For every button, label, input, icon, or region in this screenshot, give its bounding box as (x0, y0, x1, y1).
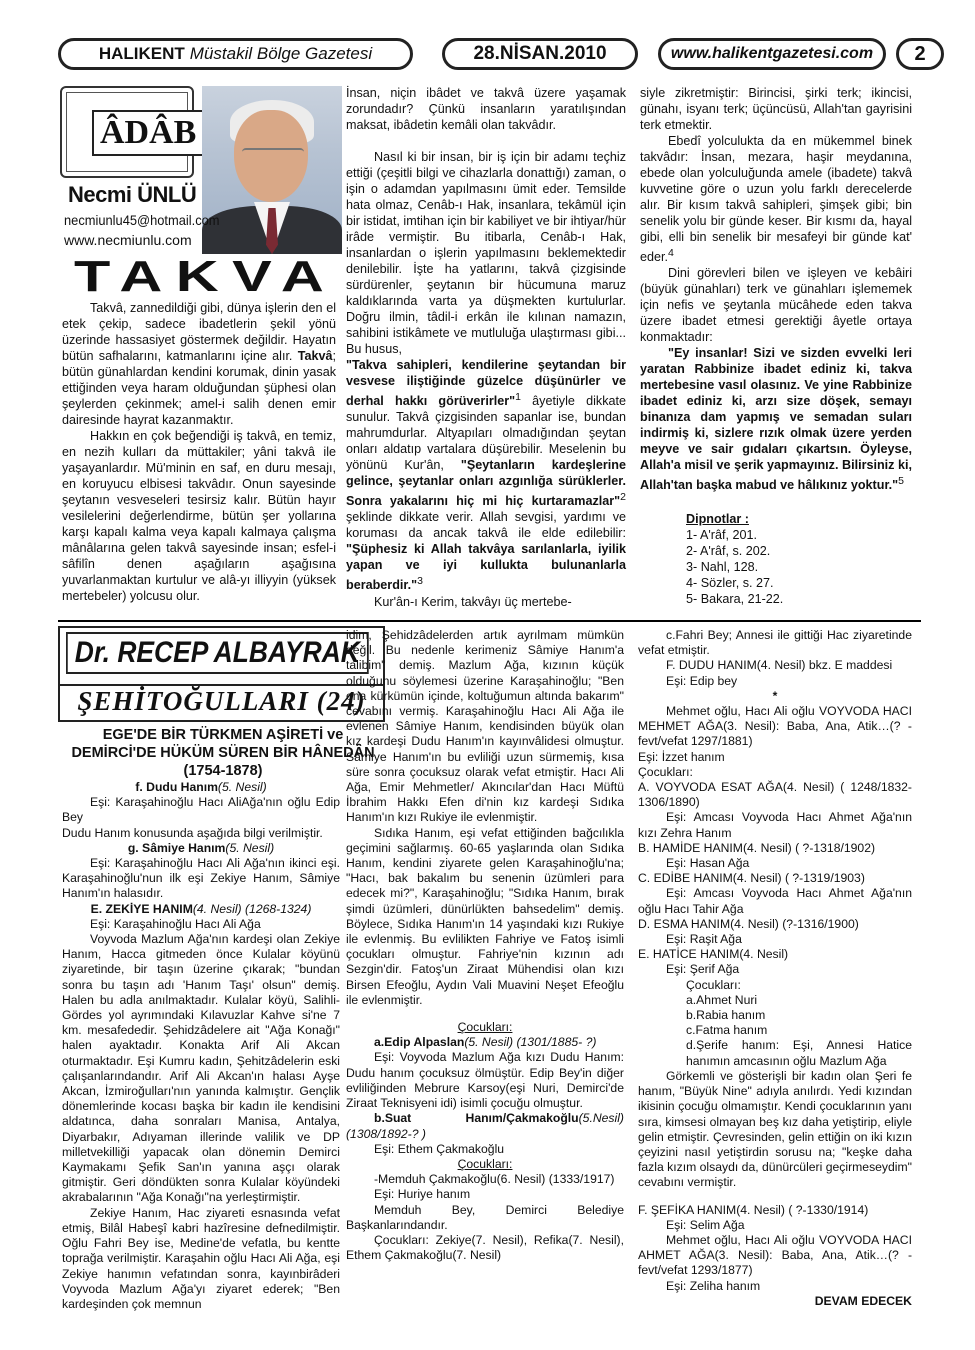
article1-column-2 (346, 85, 626, 610)
footnote-item: 3- Nahl, 128. (686, 560, 759, 575)
article2-text: Çocukları: (686, 977, 741, 992)
article2-paragraph (638, 674, 912, 689)
article2-text: Dudu Hanım konusunda aşağıda bilgi verilmiştir. (62, 825, 323, 840)
article2-text: b.Rabia hanım (686, 1008, 766, 1023)
article2-text: Eşi: Zeliha hanım (666, 1278, 761, 1293)
article2-paragraph (346, 1142, 624, 1157)
article2-text: Zekiye Hanım, Hac ziyareti esnasında vefat etmiş, Bilâl Habeşî kabri hazîresine defnedilmiştir. Oğlu Fahri Bey ise, Medine'de vefatla, bu kentte toprağa verilmiştir. Karaşahin oğlu Hacı Ali Ağa, eşi Zekiye hanımın vefatından sonra, kayınbirâderi Voyvoda Mazlum Ağa'yı ziyaret ederek; "Ben kardeşinden çok memnun (62, 1205, 340, 1311)
article2-paragraph (638, 978, 912, 993)
article2-series-title: ŞEHİTOĞULLARI (24) (58, 684, 385, 718)
article2-text: Eşi: Ethem Çakmakoğlu (374, 1141, 505, 1156)
article2-paragraph (346, 1203, 624, 1233)
footnote-ref: 2 (620, 491, 626, 504)
article2-text: Eşi: Karaşahinoğlu Hacı AliAğa'nın oğlu Edip Bey (62, 795, 340, 825)
article2-paragraph (346, 1157, 624, 1172)
article2-text: Çocukları: (457, 1020, 513, 1035)
paragraph: siyle zikretmiştir: Birincisi, şirki terk; ikincisi, günahı, isyanı terk; üçüncüsü, Allah'tan gayrisini terk etmektir. (640, 86, 912, 132)
article2-text: Eşi: Edip bey (666, 673, 738, 688)
article2-text: Mehmet oğlu, Hacı Ali oğlu VOYVODA HACI MEHMET AĞA(3. Nesil): Baba, Ana, Atik…(? - fevt/vefat 1297/1881) (638, 704, 912, 749)
article2-text: Eşi: Amcası Voyvoda Hacı Ahmet Ağa'nın kızı Zehra Hanım (638, 810, 912, 840)
issue-date: 28.NİSAN.2010 (442, 38, 638, 70)
article2-paragraph (638, 871, 912, 886)
footnote-ref: 1 (515, 391, 521, 403)
article2-paragraph (62, 841, 340, 856)
article2-text: Çocukları: (638, 764, 693, 779)
article2-text: A. VOYVODA ESAT AĞA(4. Nesil) ( 1248/1832-1306/1890) (638, 780, 912, 810)
article2-paragraph (638, 962, 912, 977)
verse-quote: "Şüphesiz ki Allah takvâya sarılanlarla, iyilik yapan ve iyi kullukta bulunanlarla beraberdir." (346, 542, 626, 593)
article2-text: idim, Şehidzâdelerden artık ayrılmam mümkün değil. Bu nedenle kerimeniz Sâmiye Hanım'a talibim" demiş. Mazlum Ağa, kızının küçük olduğunu söylemesi üzerine Karaşahinoğlu; "Ben ona kürkümün içinde, koltuğumun altında bakarım" cevabını vermiş. Karaşahinoğlu Hacı Ali Ağa ile evlenen Sâmiye Hanım, kendisinden büyük olan kız kardeşi Dudu Hanım'ın kayınvâlidesi olmuştur. Sâmiye Hanım'ın bu evliliği uzun sürmemiş, kısa süre sonra çocuksuz olarak vefat etmiştir. Hacı Ali Ağa, Emir Mehmetler/ Akıncılar'dan Hacı Müftü İbrahim Hakkı Efen di'nin kız kardeşi Sıdıka Hanım'ın kızı Rukiye ile evlenmiştir. (346, 628, 624, 825)
article2-text: Mehmet oğlu, Hacı Ali oğlu VOYVODA HACI AHMET AĞA(3. Nesil): Baba, Ana, Atik…(? - fevt/vefat 1293/1877) (638, 1232, 912, 1278)
article2-paragraph (638, 886, 912, 916)
article2-text: Memduh Bey, Demirci Belediye Başkanlarındandır. (346, 1202, 624, 1232)
article2-paragraph (638, 1069, 912, 1191)
article2-text: -Memduh Çakmakoğlu(6. Nesil) (1333/1917) (374, 1172, 615, 1187)
paragraph: ; bütün günahlardan kendini korumak, dinin yasak ettiğinden veya haram olduğundan şüphesi olan şeylerden çekinmek; amel-i salih denen emir dairesinde hayrat kazanmaktır. (62, 349, 336, 427)
paragraph: Kur'ân-ı Kerim, takvâyı üç mertebe- (374, 594, 572, 609)
footnote-item: 5- Bakara, 21-22. (686, 592, 784, 607)
article2-paragraph (346, 1035, 624, 1050)
article2-text: F. ŞEFİKA HANIM(4. Nesil) ( ?-1330/1914) (638, 1202, 869, 1217)
article2-paragraph (62, 932, 340, 1206)
author-email: necmiunlu45@hotmail.com (64, 212, 220, 228)
article1-column-1 (62, 300, 336, 604)
author-photo (202, 86, 342, 254)
paragraph: Takvâ, zannedildiği gibi, dünya işlerin den el etek çekip, sadece ibadetlerin şekil yönü üzerinde hassasiyet göstermek değildir. Hayatın bütün safhalarını, katmanlarını içine alır. (62, 301, 336, 363)
footnote-item: 1- A'râf, 201. (686, 528, 758, 543)
article2-paragraph (346, 1172, 624, 1187)
article2-text: Eşi: Amcası Voyvoda Hacı Ahmet Ağa'nın oğlu Hacı Tahir Ağa (638, 886, 912, 916)
article2-paragraph (638, 1038, 912, 1068)
author-name: Necmi ÜNLÜ (68, 182, 197, 207)
article2-text: d.Şerife hanım: Eşi, Annesi Hatice hanımın amcasının oğlu Mazlum Ağa (686, 1038, 912, 1068)
article2-paragraph (62, 1206, 340, 1312)
article2-paragraph (638, 1279, 912, 1294)
article2-italic: (5. Nesil) (217, 780, 267, 794)
article2-text: Eşi: Karaşahinoğlu Hacı Ali Ağa (90, 916, 261, 931)
article2-text: f. Dudu Hanım (135, 780, 218, 794)
paper-title (58, 38, 413, 70)
column-logo: ÂDÂB (92, 110, 204, 156)
article2-paragraph (638, 932, 912, 947)
article2-text: E. ZEKİYE HANIM (90, 901, 193, 916)
paragraph: Ebedî yolculukta da en mükemmel binek takvâdır: İnsan, mezara, haşir meydanına, ebede olan yolculuğunda amele (ibadete) takvâ kuvvetine göre o uzun yolu farklı derecelerde alır. Bir kısım takvâ sahipleri, şimşek gibi; bin senelik yolu bir günde keser. Bir kısmı da, hayal gibi, elli bin senelik bir mesafeyi bir günde kat' eder. (640, 134, 912, 265)
article2-paragraph (638, 947, 912, 962)
article2-paragraph (62, 780, 340, 795)
article2-text: Sıdıka Hanım, eşi vefat ettiğinden bağcılıkla geçimini sağlarmış. 60-65 yaşlarında olan Sıdıka Hanım, kendini ziyarete gelen Karaşahinoğlu'na; "Hacı, bak bakalım bu senenin üzümleri para edecek mi?", Karaşahinoğlu; "Sıdıka Hanım, bırak şimdi üzümleri, dünürlükten bahsedelim" demiş. Böylece, Sıdıka Hanım'ın 14 yaşındaki kızı Rukiye ile evlenmiş. Bu evlilikten Fahriye ve Fatoş isimli çocukları olmuştur. Fahriye'nin kızının adı Sezgin'dir. Fatoş'un Ziraat Mühendisi olan kızı Birsen Efeoğlu, Aydın Vali Muavini Neşet Efeoğlu ile evlenmiştir. (346, 825, 624, 1007)
article2-text: g. Sâmiye Hanım (127, 840, 226, 855)
article2-text: Eşi: Huriye hanım (374, 1187, 471, 1202)
footnote-item: 2- A'râf, s. 202. (686, 544, 771, 559)
article2-paragraph (346, 1020, 624, 1035)
article2-text: Çocukları: (457, 1156, 513, 1171)
article2-paragraph (638, 689, 912, 704)
article2-text: D. ESMA HANIM(4. Nesil) (?-1316/1900) (638, 916, 859, 931)
article2-paragraph (62, 917, 340, 932)
article2-text: Eşi: Voyvoda Mazlum Ağa kızı Dudu Hanım: Dudu hanım çocuksuz ölmüştür. Edip Bey'in diğer evliliğinden Mebrure Karsoy(eşi Nuri, Demirci'de Ziraat Teknisyeni idi) isimli çocuğu olmuştur. (346, 1050, 624, 1111)
article2-paragraph (638, 810, 912, 840)
section-divider (58, 620, 921, 622)
article2-paragraph (62, 795, 340, 825)
footnote-item: 4- Sözler, s. 27. (686, 576, 774, 591)
article2-author: Dr. RECEP ALBAYRAK (66, 632, 369, 674)
article2-column-3 (638, 628, 912, 1309)
article2-paragraph (638, 780, 912, 810)
article2-text: Eşi: Karaşahinoğlu Hacı Ali Ağa'nın ikinci eşi. Karaşahinoğlu'nun ilk eşi Zekiye Hanım, Sâmiye Hanım'ın halasıdır. (62, 856, 340, 901)
article2-paragraph (62, 856, 340, 902)
article2-text: Görkemli ve gösterişli bir kadın olan Şeri fe hanım, "Büyük Nine" adıyla anılırdı. Yedi kızından ikisinin çocuğu olmamıştır. Kendi çocuklarının yanı sıra, kimsesi olmayan beş kız daha yetiştirip, eliyle gelin etmiştir. Çevresinden, gelin ettiğin on iki kızın çeyizini nasıl yetiştirdin sorusu na; "keşke daha fazla kızım olsaydı da, dünürcüleri geçirmeseydim" cevabını vermiştir. (638, 1068, 912, 1190)
article2-text: B. HAMİDE HANIM(4. Nesil) ( ?-1318/1902) (638, 840, 876, 855)
paragraph: Nasıl ki bir insan, bir iş için bir adamı teçhiz ettiği (çeşitli bilgi ve cihazlarla donattığı) zaman, o işin o adamdan yapılmasını ümit eder. Temsilde hata olmaz, Cenâb-ı Hak, insanlara, tekâmül için bir istidat, imtihan için bir kabiliyet ve bir ihtiyar/hür irâde vermiştir. Bu itibarla, Cenâb-ı Hak, insanlardan o işlerin yapılmasını beklemektedir denilebilir. İşte ha yatlarını, takvâ çizgisinde sürdürenler, şeytanın bir hücumuna maruz kaldıklarında varta ya düşmekten kurtulurlar. Doğru ilmin, tâdil-i erkân ile kılınan namazın, sahibini istikâmete ve mutluluğa ulaştırması gibi... Bu husus, (346, 150, 626, 356)
article2-text: Voyvoda Mazlum Ağa'nın kardeşi olan Zekiye Hanım, Hacca gitmeden önce Kulalar köyünü ziyaretinde, bir taşın üzerine çıkarak; "bundan sonra bu taşın adı 'Hanım Taşı' olsun" demiş. Halen bu adla anılmaktadır. Kulalar köyü, Salihli-Gördes yol ayrımındaki Kılavuzlar Kahve si'ne 7 km. mesafededir. Şehidzâdelere ait "Ağa Konağı" halen ayaktadır. Konakta Arif Ali Akcan oturmaktadır. Eşi Kumru kadın, Şehitzâdelerin eski çalışanlarındandır. Arif Ali Akcan'ın halası Ayşe Akcan, İzmiroğulları'nın yanında kalmıştır. Gençlik dönemlerinde kocası başka bir kadın ile kendisini aldatınca, daha sonraları Manisa, Antalya, Diyarbakır, Adıyaman illerinde valilik ve DP milletvekilliği yapacak olan dönemin Demirci Kaymakamı Şefik San'ın yanına aşçı olarak gitmiştir. Geri döndükten sonra Kulalar köyündeki akrabalarının "Ağa Konağı"na yerleştirmiştir. (62, 932, 340, 1205)
footnotes (686, 511, 912, 607)
bold-term: Takvâ (297, 349, 333, 363)
article2-paragraph (638, 841, 912, 856)
article2-italic: (5. Nesil) (1301/1885- ?) (464, 1035, 597, 1050)
article2-paragraph (638, 1294, 912, 1309)
article2-column-1 (62, 780, 340, 1312)
article2-text: Çocukları: Zekiye(7. Nesil), Refika(7. Nesil), Ethem Çakmakoğlu(7. Nesil) (346, 1232, 624, 1263)
article2-text: Eşi: Hasan Ağa (666, 856, 750, 871)
article2-paragraph (638, 856, 912, 871)
verse-quote: "Takva sahipleri, kendilerine şeytandan bir vesvese iliştiğinde güzelce düşünürler ve derhal hakkı görüverirler" (346, 358, 626, 409)
article2-paragraph (346, 1187, 624, 1202)
paper-name: HALIKENT (98, 44, 185, 63)
paragraph: şeklinde dikkate verir. Allah sevgisi, yardımı ve koruması da ancak takvâ ile elde edilebilir: (346, 510, 626, 541)
footnotes-title: Dipnotlar : (686, 512, 749, 527)
article2-paragraph (638, 1218, 912, 1233)
article2-text: Eşi: Raşit Ağa (666, 932, 742, 947)
article2-paragraph (638, 993, 912, 1008)
article2-text: C. EDİBE HANIM(4. Nesil) ( ?-1319/1903) (638, 871, 865, 886)
article2-paragraph (638, 658, 912, 673)
article2-italic: (4. Nesil) (1268-1324) (192, 901, 312, 916)
article2-italic: (5. Nesil) (225, 840, 275, 855)
article2-text: F. DUDU HANIM(4. Nesil) bkz. E maddesi (666, 658, 893, 673)
article2-column-2 (346, 628, 624, 1263)
paragraph: Dini görevleri bilen ve işleyen ve kebâiri (büyük günahları) terk ve günahları işlememek için nefis ve şeytanla mücâhede eden takva üzere ibadet etmesi gerektiği âyetle ortaya konmaktadır: (640, 266, 912, 345)
article2-paragraph (346, 628, 624, 826)
article2-text: c.Fatma hanım (686, 1023, 768, 1038)
author-website: www.necmiunlu.com (64, 232, 192, 248)
article2-paragraph (638, 917, 912, 932)
article2-text: Eşi: Selim Ağa (666, 1217, 745, 1232)
article2-paragraph (638, 750, 912, 765)
article2-paragraph (638, 765, 912, 780)
paper-website: www.halikentgazetesi.com (658, 38, 886, 70)
footnote-ref: 3 (417, 575, 423, 588)
page-number: 2 (896, 38, 944, 70)
article2-text: a.Edip Alpaslan (374, 1035, 465, 1050)
article-title: TAKVA (74, 252, 338, 301)
article2-headline: EGE'DE BİR TÜRKMEN AŞİRETİ ve DEMİRCİ'DE HÜKÜM SÜREN BİR HÂNEDÂN (1754-1878) (71, 727, 375, 779)
footnote-ref: 5 (898, 475, 904, 488)
article2-paragraph (638, 1233, 912, 1279)
article2-text: Eşi: İzzet hanım (638, 749, 725, 764)
article2-paragraph (638, 1023, 912, 1038)
verse-quote: "Ey insanlar! Sizi ve sizden evvelki leri yaratan Rabbinize ibadet ediniz ki, takva mertebesine vasıl olasınız. Ve yine Rabbinize ibadet ediniz ki, arzı size döşek, semayı binanıza dam yapmış ve semadan suları indirmiş ki, sizlere rızık olmak üzere yerden meyve ve sair gıdaları çıkartsın. Öyleyse, Allah'a misil ve şerik yapmayınız. Bilirsiniz ki, Allah'tan başka mabud ve hâlıkınız yoktur." (640, 346, 912, 493)
article1-column-3 (640, 85, 912, 607)
paragraph: İnsan, niçin ibâdet ve takvâ üzere yaşamak zorundadır? Çünkü insanların yaratılışından maksat, ibâdetin kemâli olan takvâdır. (346, 86, 626, 132)
paper-subtitle: Müstakil Bölge Gazetesi (189, 44, 373, 63)
article2-paragraph (638, 1203, 912, 1218)
article2-paragraph (638, 628, 912, 658)
page-header (58, 38, 926, 76)
article2-text: * (772, 688, 778, 703)
article2-paragraph (62, 826, 340, 841)
article2-text: DEVAM EDECEK (814, 1293, 912, 1308)
article2-text: E. HATİCE HANIM(4. Nesil) (638, 947, 789, 962)
article2-paragraph (346, 1233, 624, 1263)
article2-text: Eşi: Şerif Ağa (666, 962, 740, 977)
article2-text: b.Suat Hanım/Çakmakoğlu (374, 1111, 579, 1126)
footnote-ref: 4 (668, 247, 674, 259)
article2-text: a.Ahmet Nuri (686, 992, 758, 1007)
article2-paragraph (62, 902, 340, 917)
article2-paragraph (346, 1050, 624, 1111)
article2-paragraph (638, 1008, 912, 1023)
article2-paragraph (346, 826, 624, 1008)
article2-paragraph (638, 704, 912, 750)
paragraph: Hakkın en çok beğendiği iş takvâ, en temiz, en nezih kulları da müttakiler; yâni takvâ ile yaşayanlardır. Mü'minin en saf, en duru mesajı, en koruyucu elbisesi takvâdır. Onun sayesinde şeytanın vesveseleri tesirsiz kalır. Bütün hayır vesilelerini değerlendirme, bütün şer yollarına karşı kapalı kalma veya kapalı kalmaya çalışma mânâlarına gelen takvâ sayesinde insan; esfel-i sâfilîn denen aşağıların aşağısına yuvarlanmaktan kurtulur ve alâ-yı illiyyin (yüksek mertebeler) yolcusu olur. (62, 429, 336, 603)
paragraph: âyetiyle dikkate sunulur. Takvâ çizgisinden sapanlar ise, bundan mahrumdurlar. Altyapıları olmadığından şeytan onları aldatıp vartalara düşürebilir. Meselenin bu yönünü Kur'ân, (346, 394, 626, 473)
article2-italic: (5.Nesil) (1308/1892-? ) (346, 1111, 624, 1141)
article2-paragraph (346, 1111, 624, 1141)
verse-quote: "Şeytanların kardeşlerine gelince, şeytanlar onları azgınlığa sürüklerler. Sonra yakalarını hiç mi hiç kurtaramazlar" (346, 458, 626, 509)
article2-text: c.Fahri Bey; Annesi ile gittiği Hac ziyaretinde vefat etmiştir. (638, 628, 912, 658)
